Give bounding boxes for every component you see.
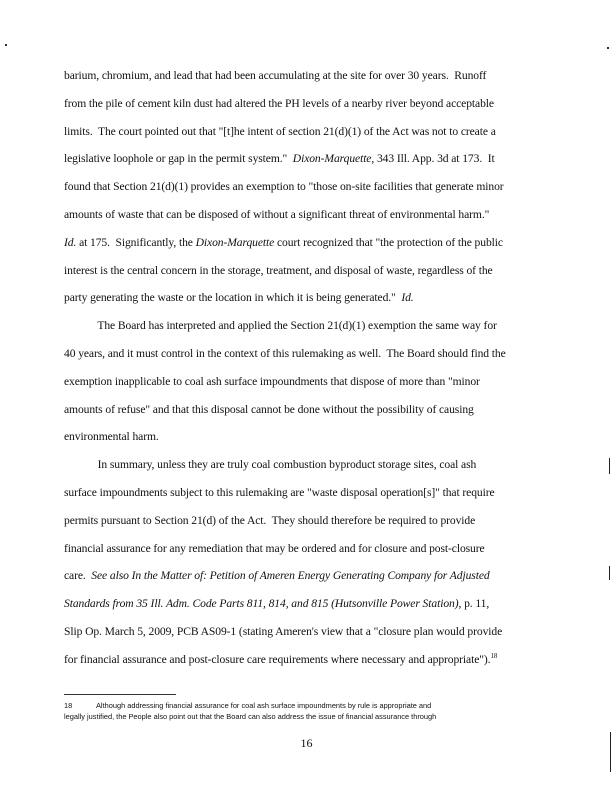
text-line <box>64 236 544 250</box>
italic-citation: Dixon-Marquette <box>292 152 372 166</box>
scan-edge-mark <box>610 732 611 772</box>
text-line <box>64 97 544 111</box>
text-segment: interest is the central concern in the storage, treatment, and disposal of waste, regardless of the <box>64 263 493 277</box>
text-line <box>64 458 544 472</box>
footnote-divider <box>64 694 176 695</box>
text-segment: barium, chromium, and lead that had been accumulating at the site for over 30 years. Runoff <box>64 69 487 82</box>
italic-citation: Id. <box>401 291 414 305</box>
italic-citation: Dixon-Marquette <box>195 235 275 249</box>
scan-speck <box>5 44 7 46</box>
italic-citation: See also In the Matter of: Petition of Ameren Energy Generating Company for Adjusted <box>91 569 490 583</box>
text-line <box>64 403 544 417</box>
footnote-text: legally justified, the People also point out that the Board can also address the issue of financial assurance through <box>64 712 437 721</box>
text-segment: Slip Op. March 5, 2009, PCB AS09-1 (stating Ameren's view that a "closure plan would provide <box>64 625 503 638</box>
text-segment: surface impoundments subject to this rulemaking are "waste disposal operation[s]" that require <box>64 486 495 499</box>
text-line <box>64 486 544 500</box>
text-segment: party generating the waste or the location in which it is being generated." <box>64 291 402 305</box>
text-segment: In summary, unless they are truly coal combustion byproduct storage sites, coal ash <box>64 458 477 472</box>
text-segment: environmental harm. <box>64 430 159 444</box>
text-line <box>64 347 544 361</box>
scan-edge-mark <box>609 458 610 474</box>
italic-citation: Standards from 35 Ill. Adm. Code Parts 811, 814, and 815 (Hutsonville Power Station) <box>64 597 459 611</box>
text-segment: found that Section 21(d)(1) provides an exemption to "those on-site facilities that generate minor <box>64 180 504 194</box>
text-line <box>64 264 544 278</box>
text-line <box>64 375 544 389</box>
text-segment: limits. The court pointed out that "[t]he intent of section 21(d)(1) of the Act was not to create a <box>64 124 496 138</box>
text-segment: for financial assurance and post-closure care requirements where necessary and appropriate"). <box>64 652 491 666</box>
text-segment: , p. 11, <box>458 597 490 611</box>
text-line <box>64 125 544 139</box>
text-line <box>64 291 544 305</box>
italic-citation: Id. <box>64 235 77 249</box>
text-line <box>64 542 544 556</box>
text-line <box>64 208 544 222</box>
text-segment: at 175. Significantly, the <box>76 235 196 249</box>
text-line <box>64 430 544 444</box>
text-line <box>64 69 544 83</box>
text-line <box>64 319 544 333</box>
text-segment: permits pursuant to Section 21(d) of the Act. They should therefore be required to provide <box>64 513 476 527</box>
footnote-text: Although addressing financial assurance for coal ash surface impoundments by rule is appropriate and <box>96 701 432 710</box>
text-segment: 40 years, and it must control in the context of this rulemaking as well. The Board should find the <box>64 347 506 360</box>
text-segment: court recognized that "the protection of the public <box>274 235 503 249</box>
text-line <box>64 152 544 166</box>
text-segment: exemption inapplicable to coal ash surface impoundments that dispose of more than "minor <box>64 374 480 388</box>
text-line <box>64 625 544 639</box>
text-line <box>64 180 544 194</box>
text-segment: financial assurance for any remediation that may be ordered and for closure and post-closure <box>64 541 485 555</box>
text-segment: from the pile of cement kiln dust had altered the PH levels of a nearby river beyond acceptable <box>64 96 494 110</box>
text-segment: , 343 Ill. App. 3d at 173. It <box>371 152 495 166</box>
text-segment: The Board has interpreted and applied the Section 21(d)(1) exemption the same way for <box>64 319 497 333</box>
text-line <box>64 514 544 528</box>
text-segment: care. <box>64 569 92 583</box>
text-segment: legislative loophole or gap in the permit system." <box>64 152 293 166</box>
text-line <box>64 653 544 667</box>
text-segment: amounts of refuse" and that this disposal cannot be done without the possibility of causing <box>64 402 474 416</box>
scan-edge-mark <box>609 566 610 580</box>
footnote-number: 18 <box>64 701 73 710</box>
scan-speck <box>607 47 609 49</box>
text-line <box>64 569 544 583</box>
text-segment: amounts of waste that can be disposed of without a significant threat of environmental harm." <box>64 208 490 221</box>
footnote-reference: 18 <box>490 651 498 660</box>
page-number: 16 <box>300 736 313 750</box>
text-line <box>64 597 544 611</box>
